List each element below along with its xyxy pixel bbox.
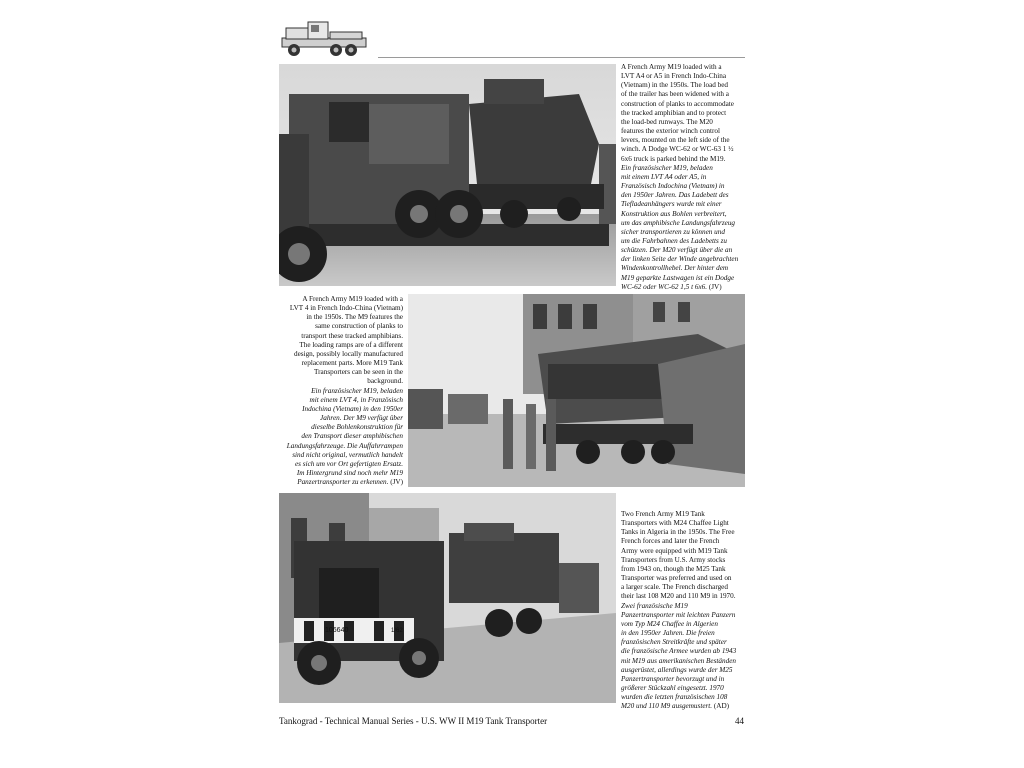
caption-first — [621, 63, 749, 292]
truck-logo-icon — [278, 18, 370, 58]
footer-series-title: Tankograd - Technical Manual Series - U.S. WW II M19 Tank Transporter — [279, 716, 548, 726]
caption-third — [621, 510, 749, 711]
caption-second-en: A French Army M19 loaded with a LVT 4 in French Indo-China (Vietnam) in the 1950s. The M9 features the same construction of planks to transport these tracked amphibians. The loading ramps are of a different design, possibly locally manufactured replacement parts. More M19 Tank Transporters can be seen in the background. — [289, 295, 403, 386]
page-number: 44 — [735, 716, 744, 726]
photo-m19-m24-chaffee — [279, 493, 616, 703]
photo-m19-lvt-a4 — [279, 64, 616, 286]
header-rule — [378, 57, 745, 58]
caption-first-de: Ein französischer M19, beladen mit einem LVT A4 oder A5, in Französisch Indochina (Vietnam) in den 1950er Jahren. Das Ladebett des Tiefladeanhängers wurde mit einer Konstruktion aus Bohlen verbreitert, um das amphibische Landungsfahrzeug sicher transportieren zu können und um die Fahrbahnen des Ladebetts zu schützen. Der M20 verfügt über die an der linken Seite der Winde angebrachten Windenkontrollhebel. Der hinter dem M19 geparkte Lastwagen ist ein Dodge WC-62 oder WC-62 1,5 t 6x6. (JV) — [621, 163, 739, 291]
caption-second-de: Ein französischer M19, beladen mit einem LVT 4, in Französisch Indochina (Vietnam) in den 1950er Jahren. Der M9 verfügt über dieselbe Bohlenkonstruktion für den Transport dieser amphibischen Landungsfahrzeuge. Die Auffahrrampen sind nicht original, vermutlich handelt es sich um vor Ort gefertigten Ersatz. Im Hintergrund sind noch mehr M19 Panzertransporter zu erkennen. (JV) — [286, 386, 403, 487]
caption-third-de: Zwei französische M19 Panzertransporter mit leichten Panzern vom Typ M24 Chaffee in Algerien in den 1950er Jahren. Die freien französischen Streitkräfte und später die französische Armee wurden ab 1943 mit M19 aus amerikanischen Beständen ausgerüstet, allerdings wurde der M25 Panzertransporter bevorzugt und in größerer Stückzahl eingesetzt. 1970 wurden die letzten französischen 108 M20 und 110 M9 ausgemustert. (AD) — [621, 601, 737, 711]
plate-marking: 1/62 — [391, 628, 403, 634]
caption-third-credit: (AD) — [712, 702, 730, 711]
plate-number: 106640 — [325, 627, 349, 634]
caption-second-credit: (JV) — [388, 478, 403, 487]
photo-m19-lvt-4 — [408, 294, 745, 487]
caption-third-en: Two French Army M19 Tank Transporters with M24 Chaffee Light Tanks in Algeria in the 1950s. The Free French forces and later the French Army were equipped with M19 Tank Transporters from U.S. Army stocks from 1943 on, though the M25 Tank Transporter was preferred and used on a larger scale. The French discharged their last 108 M20 and 110 M9 in 1970. — [621, 510, 736, 601]
caption-first-credit: (JV) — [707, 282, 722, 291]
caption-second — [283, 295, 403, 487]
caption-first-en: A French Army M19 loaded with a LVT A4 or A5 in French Indo-China (Vietnam) in the 1950s. The load bed of the trailer has been widened with a construction of planks to accommodate the tracked amphibian and to protect the load-bed runways. The M20 features the exterior winch control levers, mounted on the left side of the winch. A Dodge WC-62 or WC-63 1 ½ 6x6 truck is parked behind the M19. — [621, 63, 734, 163]
